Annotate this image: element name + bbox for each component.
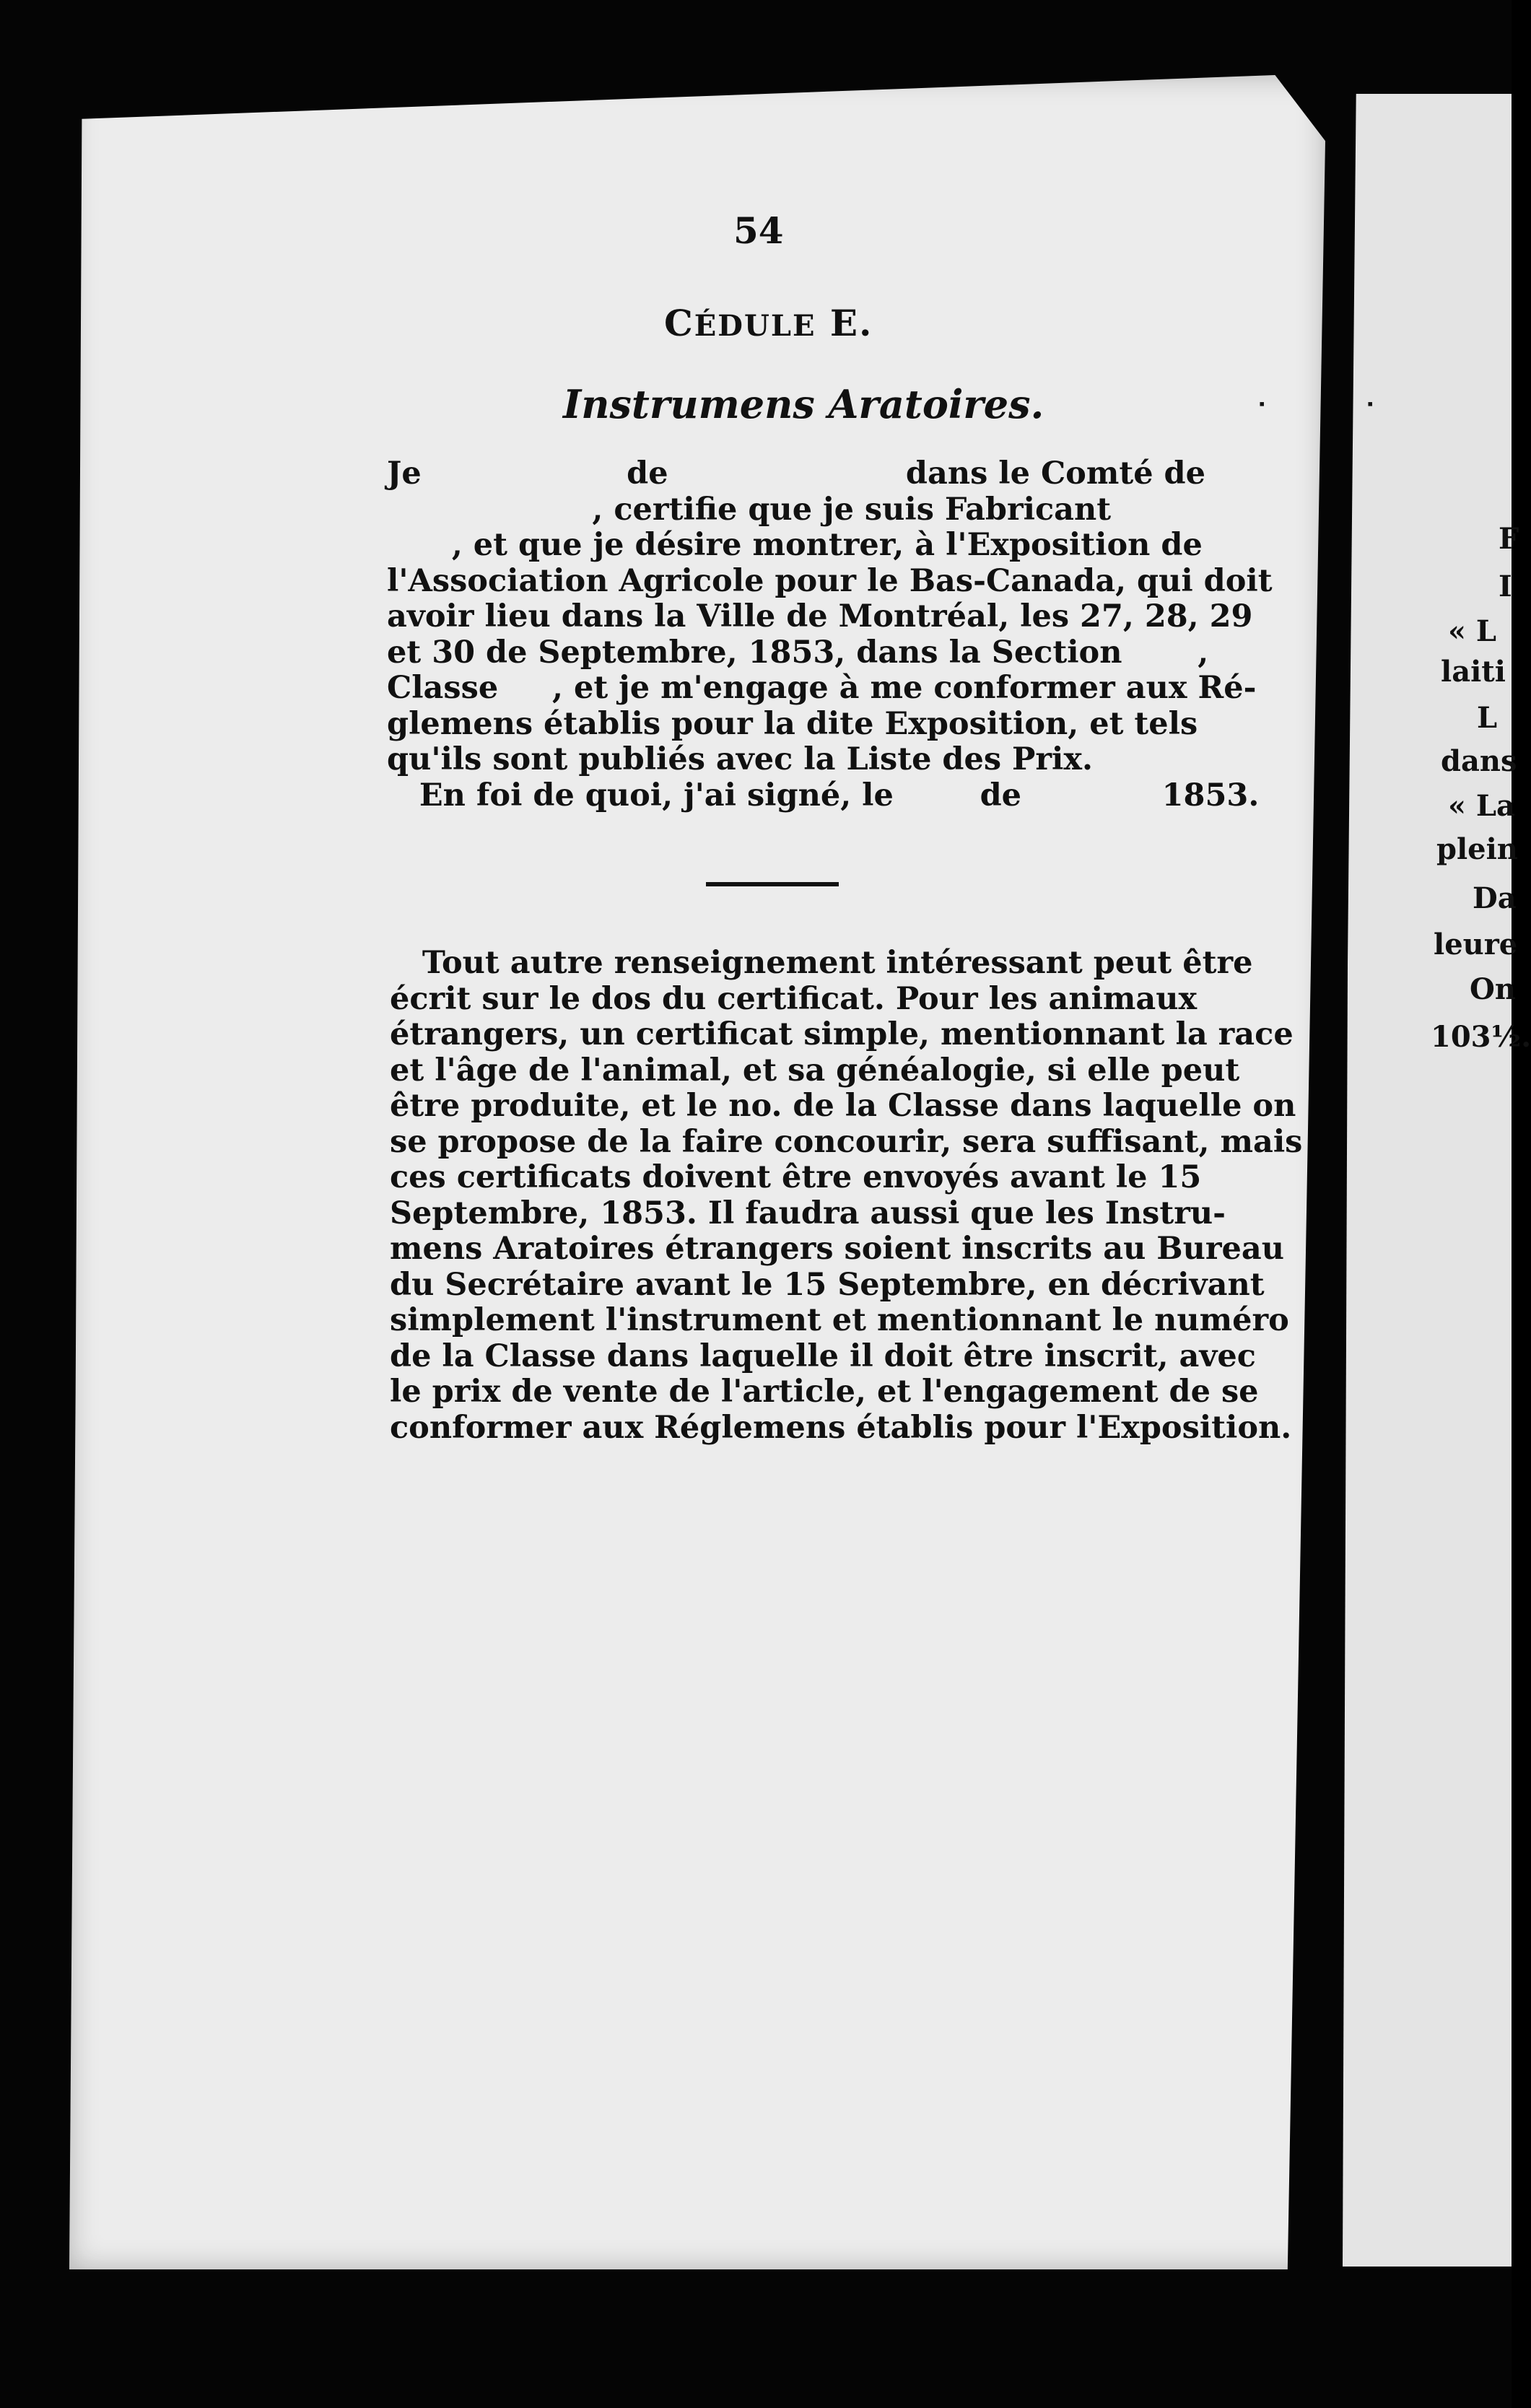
heading-letter: E. bbox=[816, 302, 873, 344]
facing-page-fragment: leure bbox=[1434, 928, 1518, 961]
form-line: glemens établis pour la dite Exposition, et tels bbox=[387, 705, 1198, 742]
heading-initial: C bbox=[664, 302, 694, 344]
instructions-note bbox=[390, 945, 1303, 1446]
form-line: , certifie que je suis Fabricant bbox=[387, 491, 1112, 528]
facing-page-fragment: 103½. bbox=[1431, 1020, 1531, 1054]
form-line: avoir lieu dans la Ville de Montréal, les 27, 28, 29 bbox=[387, 598, 1253, 634]
facing-page-fragment: On bbox=[1470, 972, 1516, 1006]
note-line: être produite, et le no. de la Classe dans laquelle on bbox=[390, 1088, 1296, 1124]
margin-mark: ᐧ bbox=[1257, 387, 1265, 422]
note-line: simplement l'instrument et mentionnant le numéro bbox=[390, 1302, 1289, 1338]
note-line: conformer aux Réglemens établis pour l'Exposition. bbox=[390, 1409, 1292, 1446]
facing-page-fragment: F bbox=[1499, 522, 1519, 556]
facing-page-fragment: « La bbox=[1448, 789, 1515, 823]
facing-page-fragment: L bbox=[1477, 701, 1498, 735]
note-line: écrit sur le dos du certificat. Pour les animaux bbox=[390, 980, 1198, 1017]
note-line: Tout autre renseignement intéressant peut être bbox=[390, 945, 1253, 981]
margin-mark: ᐧ bbox=[1366, 387, 1374, 422]
facing-page-fragment: plein bbox=[1436, 832, 1518, 866]
note-line: du Secrétaire avant le 15 Septembre, en décrivant bbox=[390, 1266, 1265, 1303]
form-signature-line: En foi de quoi, j'ai signé, le de 1853. bbox=[387, 777, 1260, 813]
heading-small-caps: ÉDULE bbox=[694, 309, 816, 343]
section-divider bbox=[706, 882, 839, 886]
page-number: 54 bbox=[733, 209, 784, 252]
facing-page-fragment: laiti bbox=[1441, 655, 1506, 689]
facing-page-fragment: Da bbox=[1473, 881, 1517, 915]
note-line: ces certificats doivent être envoyés avant le 15 bbox=[390, 1159, 1202, 1195]
note-line: de la Classe dans laquelle il doit être inscrit, avec bbox=[390, 1338, 1256, 1374]
facing-page-fragment: dans bbox=[1441, 744, 1517, 778]
form-line: qu'ils sont publiés avec la Liste des Prix. bbox=[387, 741, 1093, 777]
form-line: et 30 de Septembre, 1853, dans la Section , bbox=[387, 634, 1209, 671]
note-line: et l'âge de l'animal, et sa généalogie, si elle peut bbox=[390, 1052, 1240, 1089]
note-line: Septembre, 1853. Il faudra aussi que les Instru- bbox=[390, 1195, 1226, 1231]
schedule-heading bbox=[664, 302, 873, 344]
form-line: Classe , et je m'engage à me conformer aux Ré- bbox=[387, 670, 1257, 706]
note-line: étrangers, un certificat simple, mentionnant la race bbox=[390, 1016, 1294, 1052]
facing-page-fragment: I bbox=[1499, 570, 1512, 603]
form-line: Je de dans le Comté de bbox=[387, 455, 1205, 492]
certificate-form bbox=[387, 455, 1273, 813]
form-line: l'Association Agricole pour le Bas-Canada, qui doit bbox=[387, 562, 1273, 599]
facing-page-fragment: « L bbox=[1448, 614, 1497, 648]
note-line: se propose de la faire concourir, sera suffisant, mais bbox=[390, 1123, 1303, 1160]
schedule-subheading: Instrumens Aratoires. bbox=[563, 381, 1044, 427]
note-line: le prix de vente de l'article, et l'engagement de se bbox=[390, 1374, 1259, 1410]
form-line: , et que je désire montrer, à l'Exposition de bbox=[387, 527, 1203, 563]
note-line: mens Aratoires étrangers soient inscrits au Bureau bbox=[390, 1231, 1285, 1267]
